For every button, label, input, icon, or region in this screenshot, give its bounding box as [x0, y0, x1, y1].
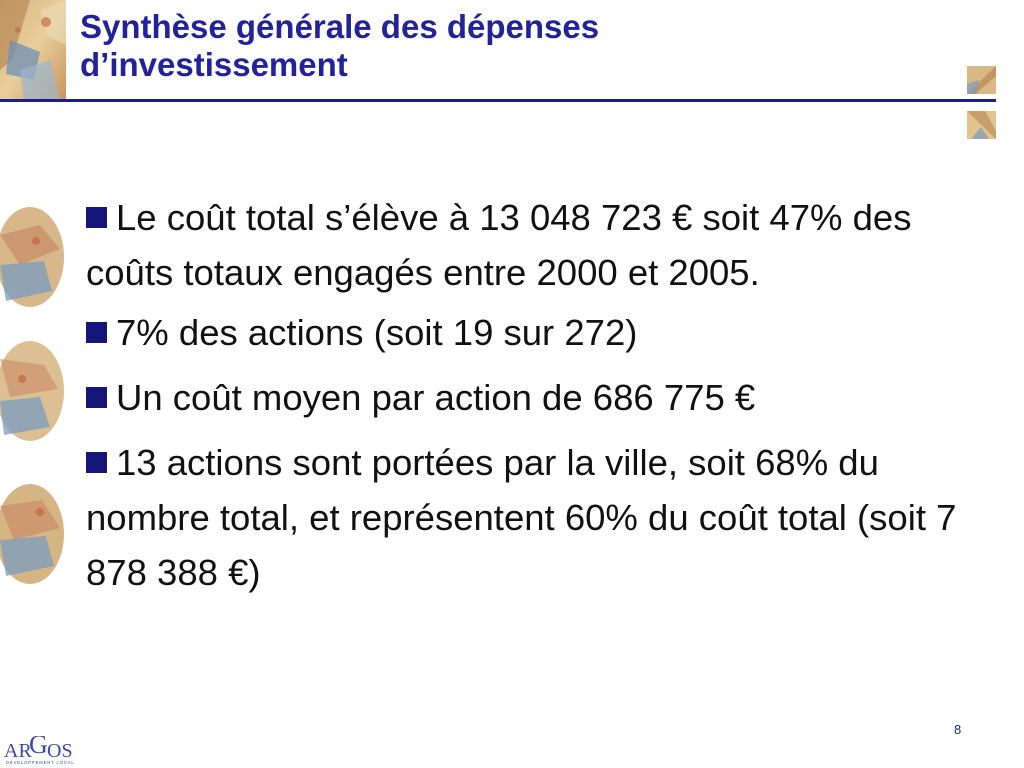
- map-tile-image-bottom: [967, 111, 996, 139]
- bullet-square-icon: [86, 387, 107, 408]
- bullet-square-icon: [86, 322, 107, 343]
- logo-tagline: DÉVELOPPEMENT LOCAL: [6, 760, 75, 765]
- bullet-text-2: 7% des actions (soit 19 sur 272): [116, 312, 638, 353]
- title-line-1: Synthèse générale des dépenses: [80, 8, 600, 45]
- map-tile-image-top: [967, 66, 996, 94]
- corner-map-image: [0, 0, 66, 100]
- side-map-image-2: [0, 339, 64, 443]
- logo-text-ar: AR: [4, 740, 32, 762]
- bullet-square-icon: [86, 207, 107, 228]
- page-title: [80, 8, 840, 84]
- bullet-text-4: 13 actions sont portées par la ville, soit 68% du nombre total, et représentent 60% du coût total (soit 7 878 388 €): [86, 442, 957, 593]
- title-line-2: d’investissement: [80, 46, 348, 83]
- side-map-image-1: [0, 205, 64, 309]
- bullet-item-4: [86, 435, 966, 600]
- bullet-square-icon: [86, 452, 107, 473]
- argos-logo: [2, 736, 98, 766]
- title-underline: [0, 99, 996, 102]
- bullet-item-1: [86, 190, 966, 300]
- bullet-item-3: [86, 370, 966, 425]
- logo-text-os: OS: [47, 740, 73, 762]
- bullet-text-3: Un coût moyen par action de 686 775 €: [116, 377, 756, 418]
- page-number: 8: [954, 722, 962, 737]
- side-map-image-3: [0, 482, 64, 586]
- bullet-list: [86, 190, 966, 610]
- bullet-item-2: [86, 305, 966, 360]
- logo-text-g: G: [29, 736, 48, 759]
- bullet-text-1: Le coût total s’élève à 13 048 723 € soit 47% des coûts totaux engagés entre 2000 et 2005.: [86, 197, 912, 293]
